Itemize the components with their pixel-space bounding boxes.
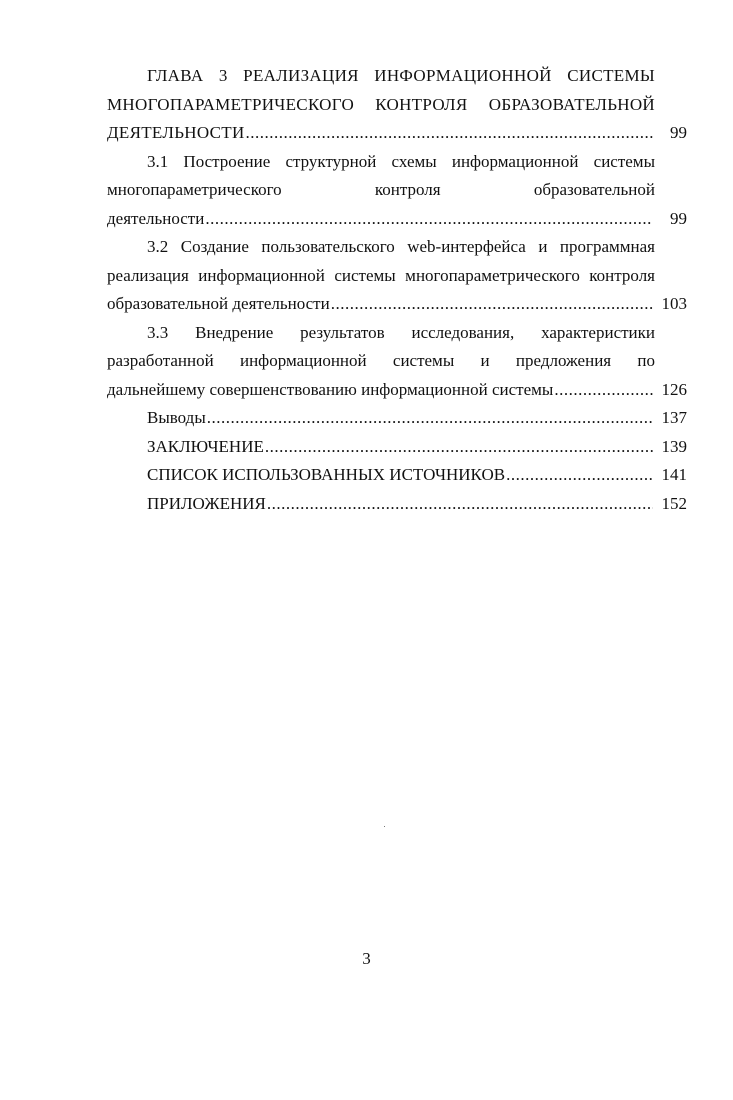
toc-entry-title: деятельности (107, 208, 205, 228)
toc-entry-title: Выводы (147, 408, 206, 427)
toc-last-line (107, 290, 687, 319)
toc-entry-title: СПИСОК ИСПОЛЬЗОВАННЫХ ИСТОЧНИКОВ (147, 465, 506, 484)
toc-line: МНОГОПАРАМЕТРИЧЕСКОГО КОНТРОЛЯ ОБРАЗОВАТЕЛЬНОЙ (107, 94, 655, 114)
toc-last-line (107, 433, 687, 462)
toc-line: ГЛАВА 3 РЕАЛИЗАЦИЯ ИНФОРМАЦИОННОЙ СИСТЕМЫ (147, 66, 655, 85)
dot-leader (267, 490, 653, 519)
toc-line: 3.3 Внедрение результатов исследования, характеристики (147, 322, 655, 342)
toc-line: 3.2 Создание пользовательского web-интерфейса и программная (147, 237, 655, 256)
toc-line: разработанной информационной системы и предложения по (107, 351, 655, 370)
toc-entry-3-3 (107, 319, 687, 405)
dot-leader (331, 290, 653, 319)
toc-last-line (107, 404, 687, 433)
toc-last-line (107, 461, 687, 490)
dot-leader (207, 404, 653, 433)
toc-entry-title: ЗАКЛЮЧЕНИЕ (147, 436, 264, 456)
scan-speck (384, 826, 385, 827)
dot-leader (506, 461, 653, 490)
toc-page-number: 103 (661, 294, 687, 313)
toc-page-number: 137 (661, 408, 687, 427)
toc-page-number: 99 (670, 123, 687, 142)
toc-line: реализация информационной системы многопараметрического контроля (107, 265, 655, 285)
toc-entry-title: дальнейшему совершенствованию информационной системы (107, 379, 554, 399)
toc-entry-summary (107, 433, 687, 462)
toc-entry-title: ПРИЛОЖЕНИЯ (147, 493, 266, 513)
toc-last-line (107, 119, 687, 148)
toc-last-line (107, 205, 687, 234)
toc-last-line (107, 376, 687, 405)
toc-page-number: 126 (661, 379, 687, 399)
toc-page-number: 152 (661, 493, 687, 513)
toc-entry-appendices (107, 490, 687, 519)
toc-entry-references (107, 461, 687, 490)
toc-entry-title: образовательной деятельности (107, 294, 330, 313)
dot-leader (205, 205, 653, 234)
toc-line: 3.1 Построение структурной схемы информационной системы (147, 151, 655, 171)
toc-page-number: 141 (661, 465, 687, 484)
toc-entry-title: ДЕЯТЕЛЬНОСТИ (107, 123, 245, 142)
page-number: 3 (362, 949, 371, 968)
toc-entry-3-1 (107, 148, 687, 234)
toc-page-number: 99 (670, 208, 687, 228)
toc-line: многопараметрического контроля образовательной (107, 180, 655, 199)
toc-last-line (107, 490, 687, 519)
dot-leader (554, 376, 653, 405)
toc-entry-chapter-3 (107, 62, 687, 148)
toc-page-number: 139 (661, 436, 687, 456)
dot-leader (246, 119, 653, 148)
toc-entry-conclusions (107, 404, 687, 433)
table-of-contents (107, 62, 687, 518)
toc-entry-3-2 (107, 233, 687, 319)
dot-leader (265, 433, 653, 462)
